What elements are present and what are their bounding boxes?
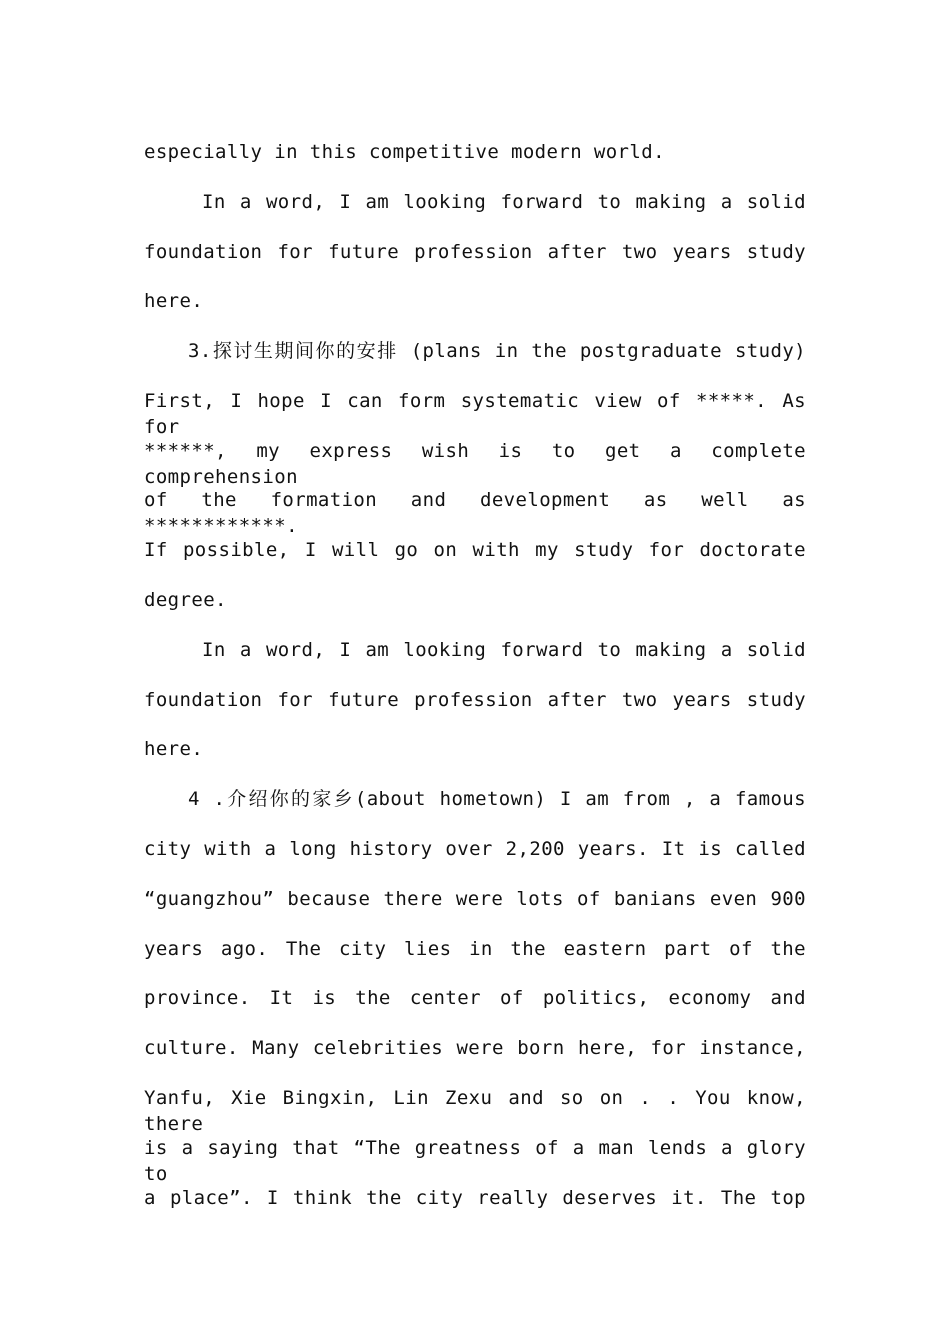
text-line: In a word, I am looking forward to making a solid bbox=[202, 639, 806, 661]
text-line: here. bbox=[144, 290, 204, 312]
text-line: culture. Many celebrities were born here, for instance, bbox=[144, 1037, 806, 1059]
text-line: of the formation and development as well as ************. bbox=[144, 489, 806, 537]
text-line: is a saying that “The greatness of a man lends a glory to bbox=[144, 1137, 806, 1185]
text-line: First, I hope I can form systematic view of *****. As for bbox=[144, 390, 806, 438]
text-line: here. bbox=[144, 738, 204, 760]
text-line: city with a long history over 2,200 years. It is called bbox=[144, 838, 806, 860]
text-line: Yanfu, Xie Bingxin, Lin Zexu and so on . . You know, there bbox=[144, 1087, 806, 1135]
text-line: ******, my express wish is to get a complete comprehension bbox=[144, 440, 806, 488]
text-line: a place”. I think the city really deserves it. The top bbox=[144, 1187, 806, 1209]
section-heading: 4 .介绍你的家乡(about hometown) I am from , a famous bbox=[188, 788, 806, 810]
text-line: province. It is the center of politics, economy and bbox=[144, 987, 806, 1009]
text-line: years ago. The city lies in the eastern part of the bbox=[144, 938, 806, 960]
text-line: “guangzhou” because there were lots of banians even 900 bbox=[144, 888, 806, 910]
text-line: foundation for future profession after two years study bbox=[144, 689, 806, 711]
text-line: degree. bbox=[144, 589, 227, 611]
section-heading: 3.探讨生期间你的安排 (plans in the postgraduate study) bbox=[188, 340, 806, 362]
text-line: If possible, I will go on with my study for doctorate bbox=[144, 539, 806, 561]
text-line: especially in this competitive modern world. bbox=[144, 141, 665, 163]
text-line: In a word, I am looking forward to making a solid bbox=[202, 191, 806, 213]
text-line: foundation for future profession after two years study bbox=[144, 241, 806, 263]
